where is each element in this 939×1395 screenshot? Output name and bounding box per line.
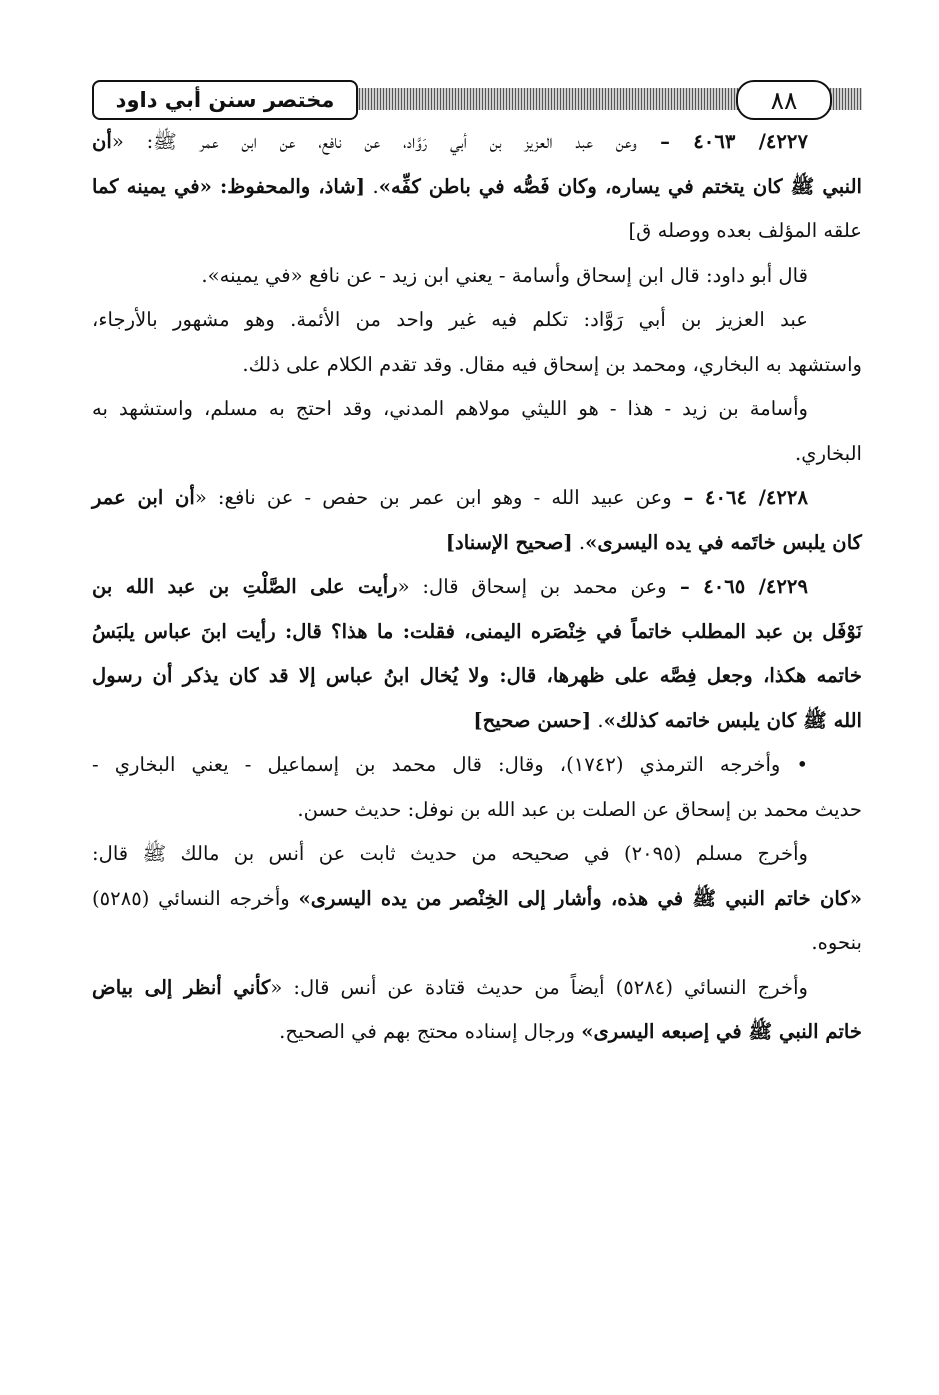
bold-text-run: أن ابن عمر (92, 486, 195, 509)
bold-text-run: خاتم النبي ﷺ في إصبعه اليسرى» (581, 1020, 862, 1043)
text-run: وأخرجه النسائي (٥٢٨٥) (92, 886, 299, 910)
text-run: ورجال إسناده محتج بهم في الصحيح. (279, 1020, 582, 1043)
text-line (92, 165, 862, 210)
bold-text-run: كأني أنظر إلى بياض (92, 975, 271, 999)
text-run: عبد العزيز بن أبي رَوَّاد: تكلم فيه غير واحد من الأئمة. وهو مشهور بالأرجاء، (92, 308, 808, 331)
text-run: • وأخرجه الترمذي (١٧٤٢)، وقال: قال محمد بن إسماعيل - يعني البخاري - (92, 753, 808, 776)
bold-text-run: ٤٢٢٨/ ٤٠٦٤ – (671, 486, 808, 509)
running-title (92, 80, 358, 120)
page-number: ٨٨ (770, 85, 798, 115)
page-header (92, 80, 862, 120)
text-run: بنحوه. (811, 931, 862, 954)
page-number-box (736, 80, 832, 120)
text-run: وعن محمد بن إسحاق قال: « (397, 575, 667, 598)
text-run: وعن عبيد الله - وهو ابن عمر بن حفص - عن نافع: « (194, 486, 672, 509)
bold-text-run: رأيت على الصَّلْتِ بن عبد الله بن (92, 575, 398, 598)
text-line (92, 476, 862, 521)
text-line (92, 966, 862, 1011)
text-run: . (591, 708, 604, 732)
text-line (92, 877, 862, 922)
bold-text-run: [شاذ، والمحفوظ: «في يمينه كما (92, 174, 366, 198)
text-run: . (365, 174, 379, 198)
bold-text-run: «كان خاتم النبي ﷺ في هذه، وأشار إلى الخِنْصر من يده اليسرى» (298, 886, 862, 910)
text-run: . (572, 530, 586, 554)
bold-text-run: كان يلبس خاتَمه في يده اليسرى» (585, 530, 862, 554)
text-line (92, 610, 862, 655)
bold-text-run: [حسن صحيح] (473, 708, 592, 732)
bold-text-run: الله ﷺ كان يلبس خاتمه كذلك» (603, 708, 862, 732)
text-run: علقه المؤلف بعده ووصله ق] (628, 219, 862, 242)
text-line (92, 343, 862, 388)
bold-text-run: نَوْفَل بن عبد المطلب خاتماً في خِنْصَره اليمنى، فقلت: ما هذا؟ قال: رأيت ابنَ عباس يلبَسُ (92, 619, 862, 643)
text-run: واستشهد به البخاري، ومحمد بن إسحاق فيه مقال. وقد تقدم الكلام على ذلك. (242, 352, 862, 376)
text-line (92, 832, 862, 877)
text-run: وأخرج مسلم (٢٠٩٥) في صحيحه من حديث ثابت عن أنس بن مالك ﷺ قال: (92, 842, 808, 865)
text-run: حديث محمد بن إسحاق عن الصلت بن عبد الله بن نوفل: حديث حسن. (297, 797, 862, 821)
book-title: مختصر سنن أبي داود (115, 88, 335, 112)
text-run: وأخرج النسائي (٥٢٨٤) أيضاً من حديث قتادة عن أنس قال: « (270, 975, 808, 999)
text-line (92, 743, 862, 788)
text-line (92, 521, 862, 566)
text-run: وعن عبد العزيز بن أبي رَوَّاد، عن نافع، عن ابن عمر ﷺ: « (111, 130, 637, 153)
text-line (92, 254, 862, 299)
text-line (92, 565, 862, 610)
text-line (92, 387, 862, 432)
text-run: وأسامة بن زيد - هذا - هو الليثي مولاهم المدني، وقد احتج به مسلم، واستشهد به (92, 397, 808, 420)
bold-text-run: النبي ﷺ كان يتختم في يساره، وكان فَصُّه في باطن كفِّه» (378, 174, 862, 198)
text-line (92, 921, 862, 966)
text-line (92, 699, 862, 744)
text-line (92, 120, 862, 165)
text-line (92, 432, 862, 477)
page-body (92, 120, 862, 1055)
text-line (92, 788, 862, 833)
text-run: البخاري. (795, 441, 862, 465)
text-line (92, 1010, 862, 1055)
text-line (92, 654, 862, 699)
bold-text-run: ٤٢٢٧/ ٤٠٦٣ – (636, 130, 808, 153)
text-run: قال أبو داود: قال ابن إسحاق وأسامة - يعني ابن زيد - عن نافع «في يمينه». (201, 263, 808, 287)
bold-text-run: أن (92, 130, 112, 153)
bold-text-run: ٤٢٢٩/ ٤٠٦٥ – (666, 575, 808, 598)
bold-text-run: [صحيح الإسناد] (445, 530, 573, 554)
text-line (92, 298, 862, 343)
bold-text-run: خاتمه هكذا، وجعل فِصَّه على ظهرها، قال: ولا يُخال ابنُ عباس إلا قد كان يذكر أن رسول (92, 664, 862, 687)
text-line (92, 209, 862, 254)
